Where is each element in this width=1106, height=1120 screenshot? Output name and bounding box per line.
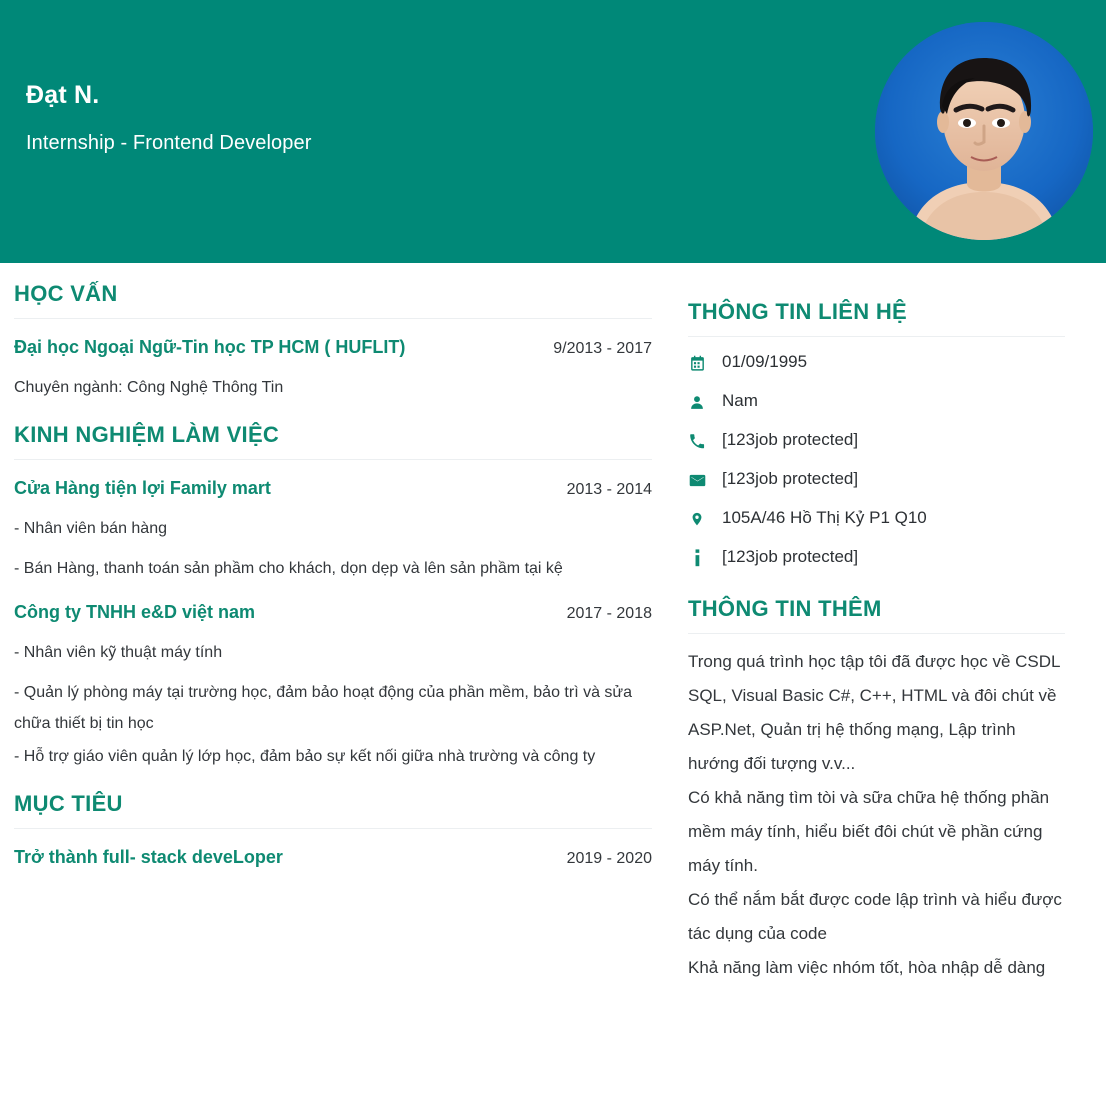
contact-value: 105A/46 Hồ Thị Kỷ P1 Q10 bbox=[722, 508, 927, 527]
contact-value: [123job protected] bbox=[722, 547, 859, 566]
section-divider bbox=[14, 828, 652, 829]
section-title-education: HỌC VẤN bbox=[14, 281, 118, 306]
contact-value: [123job protected] bbox=[722, 469, 859, 488]
section-title-contact: THÔNG TIN LIÊN HỆ bbox=[688, 299, 907, 324]
entry-header bbox=[14, 843, 652, 873]
extra-paragraph: Khả năng làm việc nhóm tốt, hòa nhập dễ dàng bbox=[688, 958, 1046, 977]
contact-item-info[interactable] bbox=[688, 546, 1065, 568]
section-contact bbox=[688, 297, 1065, 568]
contact-value: [123job protected] bbox=[722, 430, 859, 449]
contact-value: 01/09/1995 bbox=[722, 352, 808, 371]
entry-title: Đại học Ngoại Ngữ-Tin học TP HCM ( HUFLIT) bbox=[14, 337, 406, 357]
contact-item-gender bbox=[688, 390, 1065, 412]
extra-paragraph: Trong quá trình học tập tôi đã được học về CSDL SQL, Visual Basic C#, C++, HTML và đôi chút về ASP.Net, Quản trị hệ thống mạng, Lập trình hướng đối tượng v.v... bbox=[688, 652, 1060, 773]
entry-date: 2019 - 2020 bbox=[566, 850, 652, 867]
entry-detail: - Nhân viên kỹ thuật máy tính bbox=[14, 644, 223, 661]
extra-paragraph: Có thể nắm bắt được code lập trình và hiểu được tác dụng của code bbox=[688, 890, 1062, 943]
entry-date: 2017 - 2018 bbox=[566, 605, 652, 622]
section-experience bbox=[14, 420, 652, 772]
experience-entry bbox=[14, 598, 652, 772]
section-education bbox=[14, 279, 652, 403]
section-extra-info bbox=[688, 594, 1065, 985]
section-title-objective: MỤC TIÊU bbox=[14, 791, 123, 816]
experience-entry bbox=[14, 474, 652, 584]
contact-item-phone[interactable] bbox=[688, 429, 1065, 451]
section-divider bbox=[688, 633, 1065, 634]
extra-paragraph: Có khả năng tìm tòi và sữa chữa hệ thống phần mềm máy tính, hiểu biết đôi chút về phần cứng máy tính. bbox=[688, 788, 1050, 875]
person-icon bbox=[688, 390, 706, 412]
section-objective bbox=[14, 789, 652, 873]
entry-title: Trở thành full- stack deveLoper bbox=[14, 847, 283, 867]
contact-item-email[interactable] bbox=[688, 468, 1065, 490]
entry-title: Cửa Hàng tiện lợi Family mart bbox=[14, 478, 271, 498]
candidate-role: Internship - Frontend Developer bbox=[26, 132, 312, 154]
entry-detail: - Hỗ trợ giáo viên quản lý lớp học, đảm bảo sự kết nối giữa nhà trường và công ty bbox=[14, 748, 596, 765]
entry-detail: - Bán Hàng, thanh toán sản phầm cho khách, dọn dẹp và lên sản phầm tại kệ bbox=[14, 560, 563, 577]
right-column bbox=[668, 263, 1106, 985]
section-title-extra: THÔNG TIN THÊM bbox=[688, 596, 882, 621]
cv-body bbox=[0, 263, 1106, 985]
portrait-photo-icon bbox=[875, 22, 1093, 240]
section-title-experience: KINH NGHIỆM LÀM VIỆC bbox=[14, 422, 280, 447]
contact-value: Nam bbox=[722, 391, 758, 410]
section-divider bbox=[14, 459, 652, 460]
cv-header bbox=[0, 0, 1106, 263]
contact-item-birthdate bbox=[688, 351, 1065, 373]
header-text-block bbox=[26, 78, 311, 158]
extra-info-body bbox=[688, 645, 1065, 985]
entry-header bbox=[14, 333, 652, 363]
candidate-name: Đạt N. bbox=[26, 81, 100, 109]
contact-item-address bbox=[688, 507, 1065, 529]
phone-icon bbox=[688, 429, 706, 451]
entry-header bbox=[14, 598, 652, 628]
education-entry bbox=[14, 333, 652, 403]
section-divider bbox=[14, 318, 652, 319]
avatar bbox=[875, 22, 1093, 240]
entry-detail: - Nhân viên bán hàng bbox=[14, 520, 167, 537]
entry-date: 2013 - 2014 bbox=[566, 481, 652, 498]
info-icon bbox=[688, 546, 706, 568]
envelope-icon bbox=[688, 468, 706, 490]
entry-detail: Chuyên ngành: Công Nghệ Thông Tin bbox=[14, 379, 284, 396]
entry-header bbox=[14, 474, 652, 504]
entry-detail: - Quản lý phòng máy tại trường học, đảm bảo hoạt động của phần mềm, bảo trì và sửa chữa thiết bị tin học bbox=[14, 684, 633, 732]
left-column bbox=[0, 263, 668, 873]
entry-date: 9/2013 - 2017 bbox=[553, 340, 652, 357]
map-pin-icon bbox=[688, 507, 706, 529]
objective-entry bbox=[14, 843, 652, 873]
contact-list bbox=[688, 351, 1065, 568]
calendar-icon bbox=[688, 351, 706, 373]
entry-title: Công ty TNHH e&D việt nam bbox=[14, 602, 256, 622]
section-divider bbox=[688, 336, 1065, 337]
